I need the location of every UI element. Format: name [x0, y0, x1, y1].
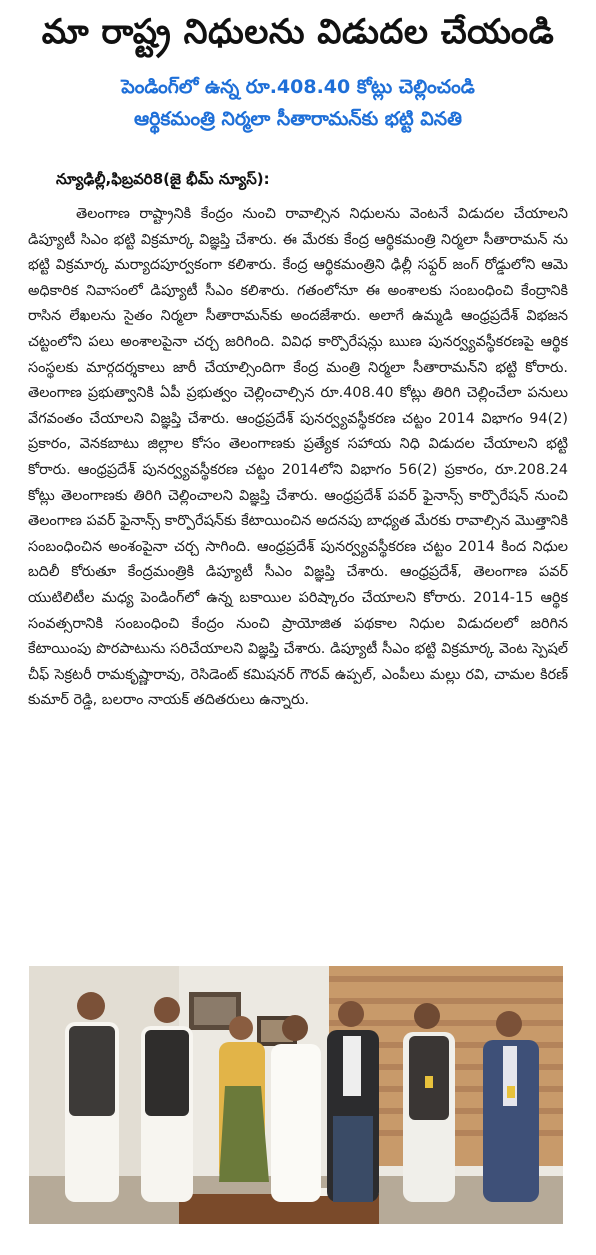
article-subheadline-2: ఆర్థికమంత్రి నిర్మలా సీతారామన్‌కు భట్టి వినతి	[134, 108, 462, 130]
article-body: తెలంగాణ రాష్ట్రానికి కేంద్రం నుంచి రావాల్సిన నిధులను వెంటనే విడుదల చేయాలని డిప్యూటీ సిఎం భట్టి విక్రమార్క విజ్ఞప్తి చేశారు. ఈ మేరకు కేంద్ర ఆర్థికమంత్రి నిర్మలా సీతారామన్ ను భట్టి విక్రమార్క మర్యాదపూర్వకంగా కలిశారు. కేంద్ర ఆర్థికమంత్రిని ఢిల్లీ సఫ్దర్ జంగ్ రోడ్డులోని ఆమె అధికారిక నివాసంలో డిప్యూటీ సీఎం కలిశారు. గతంలోనూ ఈ అంశాలకు సంబంధించి కేంద్రానికి రాసిన లేఖలను సైతం నిర్మలా సీతారామన్‌కు అందజేశారు. అలాగే ఉమ్మడి ఆంధ్రప్రదేశ్ విభజన చట్టంలోని పలు అంశాలపైనా చర్చ జరిగింది. వివిధ కార్పొరేషన్లు ఋణ పునర్వ్యవస్థీకరణపై ఆర్థిక సంస్థలకు మార్గదర్శకాలు జారీ చేయాల్సిందిగా కేంద్ర మంత్రి నిర్మలా సీతారామన్‌ని భట్టి కోరారు. తెలంగాణ ప్రభుత్వానికి ఏపీ ప్రభుత్వం చెల్లించాల్సిన రూ.408.40 కోట్లు తిరిగి చెల్లించేలా పనులు వేగవంతం చేయాలని విజ్ఞప్తి చేశారు. ఆంధ్రప్రదేశ్ పునర్వ్యవస్థీకరణ చట్టం 2014 విభాగం 94(2) ప్రకారం, వెనకబాటు జిల్లాల కోసం తెలంగాణకు ప్రత్యేక సహాయ నిధి విడుదల చేయాలని భట్టి కోరారు. ఆంధ్రప్రదేశ్ పునర్వ్యవస్థీకరణ చట్టం 2014లోని విభాగం 56(2) ప్రకారం, రూ.208.24 కోట్లు తెలంగాణకు తిరిగి చెల్లించాలని విజ్ఞప్తి చేశారు. ఆంధ్రప్రదేశ్ పవర్ ఫైనాన్స్ కార్పొరేషన్ నుంచి తెలంగాణ పవర్ ఫైనాన్స్ కార్పొరేషన్‌కు కేటాయించిన అదనపు బాధ్యత మేరకు రావాల్సిన మొత్తానికి సంబంధించిన అంశంపైనా చర్చ సాగింది. ఆంధ్రప్రదేశ్ పునర్వ్యవస్థీకరణ చట్టం 2014 కింద నిధుల బదిలీ కోరుతూ కేంద్రమంత్రికి డిప్యూటీ సీఎం విజ్ఞప్తి చేశారు. ఆంధ్రప్రదేశ్, తెలంగాణ పవర్ యుటిలిటీల మధ్య పెండింగ్‌లో ఉన్న బకాయిల పరిష్కారం చేయాలని కోరారు. 2014-15 ఆర్థిక సంవత్సరానికి సంబంధించి కేంద్రం నుంచి ప్రాయోజిత పథకాల నిధుల విడుదలలో జరిగిన కేటాయింపు పొరపాటును సరిచేయాలని విజ్ఞప్తి చేశారు. డిప్యూటీ సీఎం భట్టి విక్రమార్క వెంట స్పెషల్ చీఫ్ సెక్రటరీ రామకృష్ణారావు, రెసిడెంట్ కమిషనర్ గౌరవ్ ఉప్పల్, ఎంపీలు మల్లు రవి, చామల కిరణ్ కుమార్ రెడ్డి, బలరాం నాయక్ తదితరులు ఉన్నారు.	[28, 206, 568, 709]
article-photo	[29, 966, 563, 1224]
article-headline: మా రాష్ట్ర నిధులను విడుదల చేయండి	[41, 12, 555, 52]
meeting-photo-illustration	[29, 966, 563, 1224]
article-dateline: న్యూఢిల్లీ,ఫిబ్రవరి8(జై భీమ్ న్యూస్):	[56, 170, 270, 188]
article-subheadline-1: పెండింగ్‌లో ఉన్న రూ.408.40 కోట్లు చెల్లించండి	[121, 76, 475, 98]
